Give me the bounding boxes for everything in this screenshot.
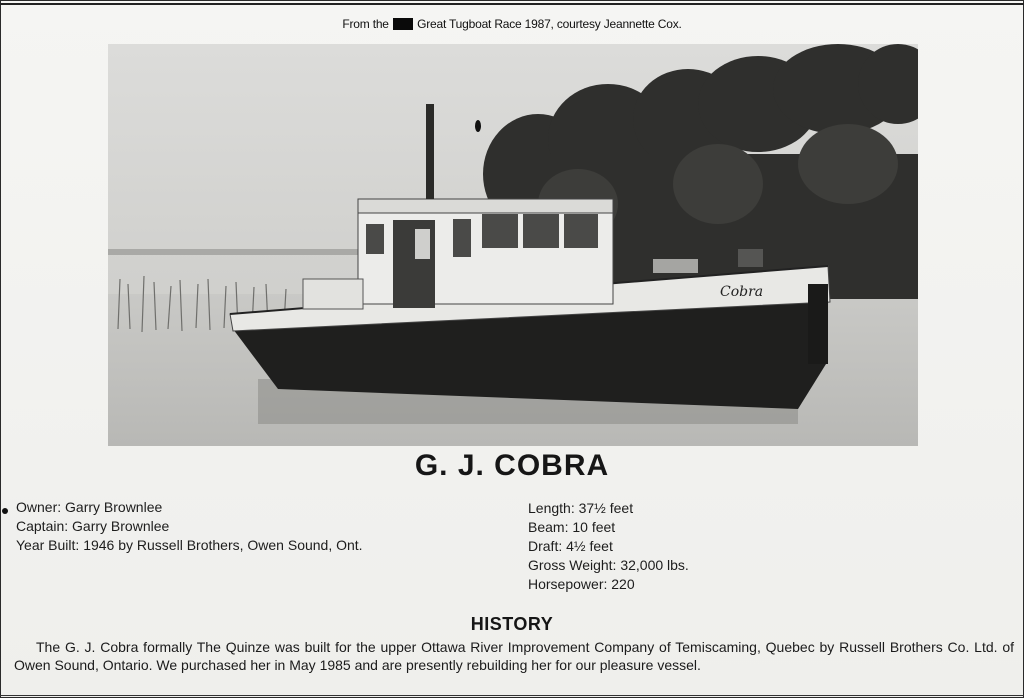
spec-value: 37½ feet xyxy=(578,500,634,516)
spec-horsepower xyxy=(528,575,689,594)
spec-value: 220 xyxy=(611,576,635,592)
spec-label: Captain: xyxy=(16,518,69,534)
spec-label: Horsepower: xyxy=(528,576,608,592)
spec-value: Garry Brownlee xyxy=(65,499,163,515)
specs-left xyxy=(16,498,363,555)
spec-value: 32,000 lbs. xyxy=(620,557,689,573)
spec-value: 4½ feet xyxy=(566,538,613,554)
top-rule xyxy=(0,3,1024,5)
caption-prefix: From the xyxy=(342,17,389,31)
spec-label: Beam: xyxy=(528,519,569,535)
history-body: The G. J. Cobra formally The Quinze was built for the upper Ottawa River Improvement Company of Temiscaming, Quebec by Russell Brothers Co. Ltd. of Owen Sound, Ontario. We purchased her in May 1985 and are presently rebuilding her for our pleasure vessel. xyxy=(14,639,1014,673)
spec-year-built xyxy=(16,536,363,555)
spec-value: Garry Brownlee xyxy=(72,518,170,534)
spec-value: 10 feet xyxy=(572,519,616,535)
spec-captain xyxy=(16,517,363,536)
spec-label: Gross Weight: xyxy=(528,557,617,573)
tugboat-photo xyxy=(108,44,918,446)
history-heading: HISTORY xyxy=(470,614,554,634)
spec-owner xyxy=(16,498,363,517)
caption-suffix: Great Tugboat Race 1987, courtesy Jeannette Cox. xyxy=(417,17,682,31)
spec-gross-weight xyxy=(528,556,689,575)
spec-draft xyxy=(528,537,689,556)
specs-right xyxy=(528,499,689,594)
spec-label: Owner: xyxy=(16,499,62,515)
spec-label: Draft: xyxy=(528,538,563,554)
spec-label: Year Built: xyxy=(16,537,80,553)
spec-length xyxy=(528,499,689,518)
bullet-dot xyxy=(2,508,8,514)
spec-beam xyxy=(528,518,689,537)
photo-caption xyxy=(0,17,1024,31)
bottom-rule xyxy=(0,695,1024,696)
spec-label: Length: xyxy=(528,500,575,516)
hull-name-text: Cobra xyxy=(720,284,764,300)
redaction-block xyxy=(393,18,413,30)
spec-value: 1946 by Russell Brothers, Owen Sound, Ont. xyxy=(83,537,363,553)
boat-title: G. J. COBRA xyxy=(414,449,610,482)
